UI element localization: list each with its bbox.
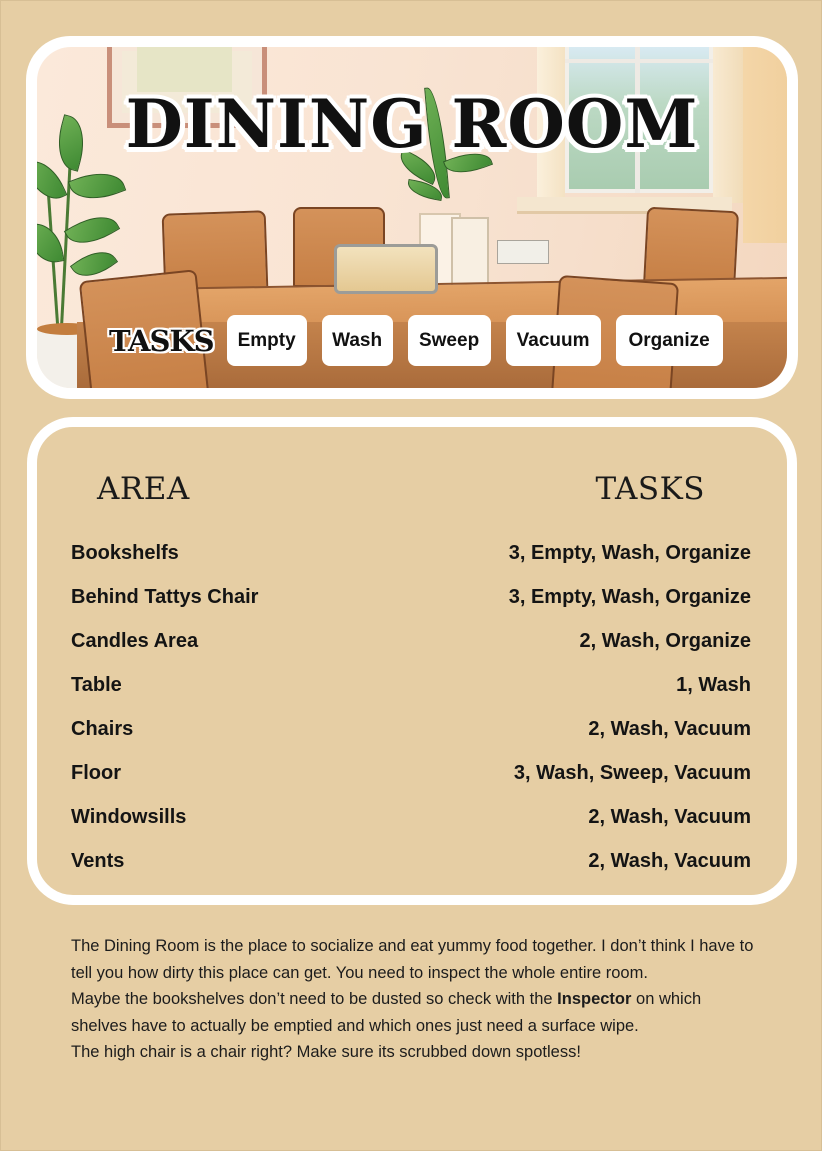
area-cell: Bookshelfs (71, 541, 179, 564)
area-cell: Behind Tattys Chair (71, 585, 259, 608)
table-row (71, 839, 751, 883)
task-chip-sweep: Sweep (408, 315, 491, 366)
task-chip-empty: Empty (227, 315, 307, 366)
description-paragraph: The high chair is a chair right? Make sure its scrubbed down spotless! (71, 1043, 581, 1061)
description-text: on which shelves have to actually be emptied and which ones just need a surface wipe. (71, 990, 702, 1035)
table-body (71, 531, 751, 883)
cups (497, 240, 549, 264)
header-card (26, 36, 798, 399)
task-chip-wash: Wash (322, 315, 393, 366)
room-description (71, 933, 761, 1066)
area-cell: Chairs (71, 717, 134, 740)
dining-room-illustration (37, 47, 787, 388)
area-cell: Table (71, 673, 122, 696)
table-row (71, 575, 751, 619)
tasks-cell: 2, Wash, Vacuum (588, 805, 751, 828)
table-row (71, 751, 751, 795)
area-cell: Floor (71, 761, 121, 784)
tasks-cell: 2, Wash, Vacuum (588, 849, 751, 872)
tasks-cell: 3, Empty, Wash, Organize (508, 541, 751, 564)
tasks-cell: 3, Wash, Sweep, Vacuum (513, 761, 751, 784)
task-chip-organize: Organize (616, 315, 723, 366)
table-row (71, 531, 751, 575)
window-transom (565, 59, 713, 63)
area-cell: Candles Area (71, 629, 199, 652)
task-chip-vacuum: Vacuum (506, 315, 601, 366)
page-title: DINING ROOM (125, 85, 699, 163)
description-paragraph (71, 986, 761, 1039)
napkin-holder (334, 244, 438, 294)
plant-leaf (64, 206, 120, 254)
column-header-tasks: TASKS (595, 471, 705, 507)
tasks-cell: 2, Wash, Organize (579, 629, 751, 652)
table-row (71, 795, 751, 839)
table-row (71, 619, 751, 663)
tasks-label: TASKS (109, 323, 214, 358)
area-cell: Windowsills (71, 805, 187, 828)
tasks-cell: 2, Wash, Vacuum (588, 717, 751, 740)
description-paragraph: The Dining Room is the place to socialize and eat yummy food together. I don’t think I have to tell you how dirty this place can get. You need to inspect the whole entire room. (71, 937, 754, 982)
inspector-emphasis: Inspector (557, 990, 632, 1008)
column-header-area: AREA (97, 471, 190, 507)
description-text: Maybe the bookshelves don’t need to be dusted so check with the (71, 990, 558, 1008)
area-tasks-table (27, 417, 797, 905)
area-cell: Vents (71, 849, 125, 872)
table-row (71, 707, 751, 751)
tasks-cell: 3, Empty, Wash, Organize (508, 585, 751, 608)
table-row (71, 663, 751, 707)
tasks-cell: 1, Wash (676, 673, 751, 696)
task-legend (109, 315, 723, 366)
